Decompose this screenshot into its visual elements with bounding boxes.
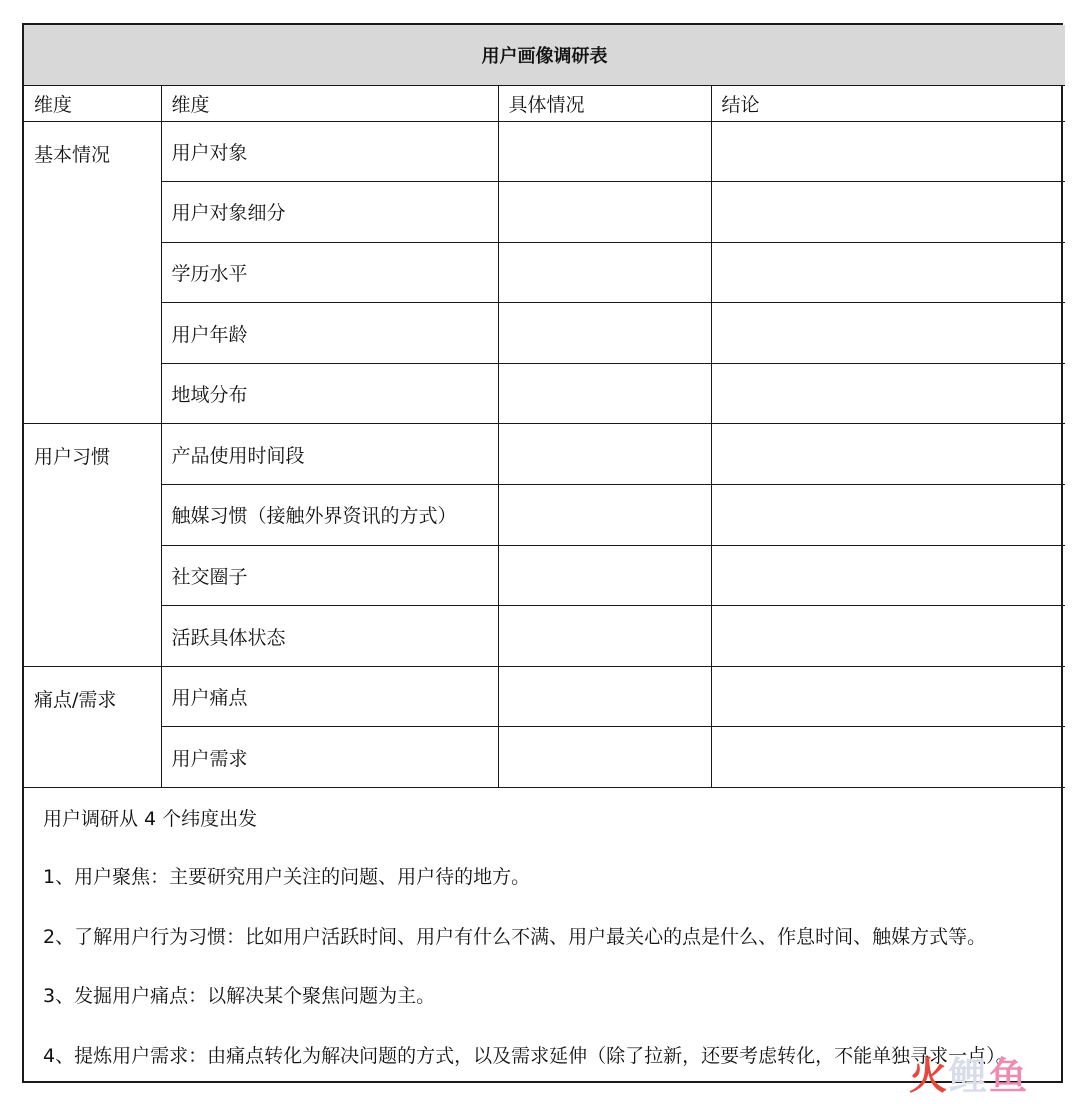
- watermark-char-1: 火: [909, 1054, 950, 1098]
- header-dimension-1: 维度: [24, 85, 161, 121]
- item-label: 用户痛点: [161, 666, 498, 727]
- title-row: [24, 25, 1065, 85]
- conclusion-cell[interactable]: [711, 363, 1065, 424]
- details-cell[interactable]: [498, 545, 711, 606]
- group-pain-needs: 痛点/需求: [24, 666, 161, 787]
- details-cell[interactable]: [498, 727, 711, 788]
- header-dimension-2: 维度: [161, 85, 498, 121]
- conclusion-cell[interactable]: [711, 242, 1065, 303]
- conclusion-cell[interactable]: [711, 727, 1065, 788]
- conclusion-cell[interactable]: [711, 485, 1065, 546]
- group-basic: 基本情况: [24, 121, 161, 424]
- table-row: [24, 242, 1065, 303]
- note-item-2: 2、了解用户行为习惯：比如用户活跃时间、用户有什么不满、用户最关心的点是什么、作息时间、触媒方式等。: [43, 925, 987, 948]
- table-row: [24, 363, 1065, 424]
- table-row: [24, 121, 1065, 182]
- watermark-char-3: 鱼: [989, 1054, 1030, 1098]
- details-cell[interactable]: [498, 424, 711, 485]
- conclusion-cell[interactable]: [711, 606, 1065, 667]
- note-item-1: 1、用户聚焦：主要研究用户关注的问题、用户待的地方。: [43, 866, 531, 889]
- item-label: 产品使用时间段: [161, 424, 498, 485]
- details-cell[interactable]: [498, 182, 711, 243]
- conclusion-cell[interactable]: [711, 121, 1065, 182]
- item-label: 活跃具体状态: [161, 606, 498, 667]
- group-habits: 用户习惯: [24, 424, 161, 666]
- table-row: [24, 424, 1065, 485]
- item-label: 用户对象细分: [161, 182, 498, 243]
- table-row: [24, 303, 1065, 364]
- table-row: [24, 606, 1065, 667]
- notes-section: [24, 788, 1061, 1086]
- conclusion-cell[interactable]: [711, 182, 1065, 243]
- conclusion-cell[interactable]: [711, 303, 1065, 364]
- item-label: 用户年龄: [161, 303, 498, 364]
- watermark-char-2: 鲤: [949, 1054, 990, 1098]
- item-label: 触媒习惯（接触外界资讯的方式）: [161, 485, 498, 546]
- conclusion-cell[interactable]: [711, 666, 1065, 727]
- note-item-3: 3、发掘用户痛点：以解决某个聚焦问题为主。: [43, 985, 436, 1008]
- table-title: 用户画像调研表: [24, 25, 1065, 85]
- details-cell[interactable]: [498, 485, 711, 546]
- item-label: 用户需求: [161, 727, 498, 788]
- conclusion-cell[interactable]: [711, 545, 1065, 606]
- conclusion-cell[interactable]: [711, 424, 1065, 485]
- table-row: [24, 485, 1065, 546]
- details-cell[interactable]: [498, 303, 711, 364]
- details-cell[interactable]: [498, 363, 711, 424]
- item-label: 社交圈子: [161, 545, 498, 606]
- header-row: [24, 85, 1065, 121]
- header-conclusion: 结论: [711, 85, 1065, 121]
- watermark-logo: [909, 1052, 1029, 1100]
- details-cell[interactable]: [498, 606, 711, 667]
- survey-sheet: [22, 23, 1063, 1083]
- details-cell[interactable]: [498, 121, 711, 182]
- header-details: 具体情况: [498, 85, 711, 121]
- item-label: 学历水平: [161, 242, 498, 303]
- table-row: [24, 727, 1065, 788]
- item-label: 地域分布: [161, 363, 498, 424]
- table-row: [24, 182, 1065, 243]
- item-label: 用户对象: [161, 121, 498, 182]
- survey-table: [24, 25, 1065, 788]
- note-item-4: 4、提炼用户需求：由痛点转化为解决问题的方式，以及需求延伸（除了拉新，还要考虑转化，不能单独寻求一点）。: [43, 1044, 1015, 1067]
- details-cell[interactable]: [498, 666, 711, 727]
- table-row: [24, 545, 1065, 606]
- details-cell[interactable]: [498, 242, 711, 303]
- notes-intro: 用户调研从 4 个纬度出发: [43, 808, 258, 831]
- table-row: [24, 666, 1065, 727]
